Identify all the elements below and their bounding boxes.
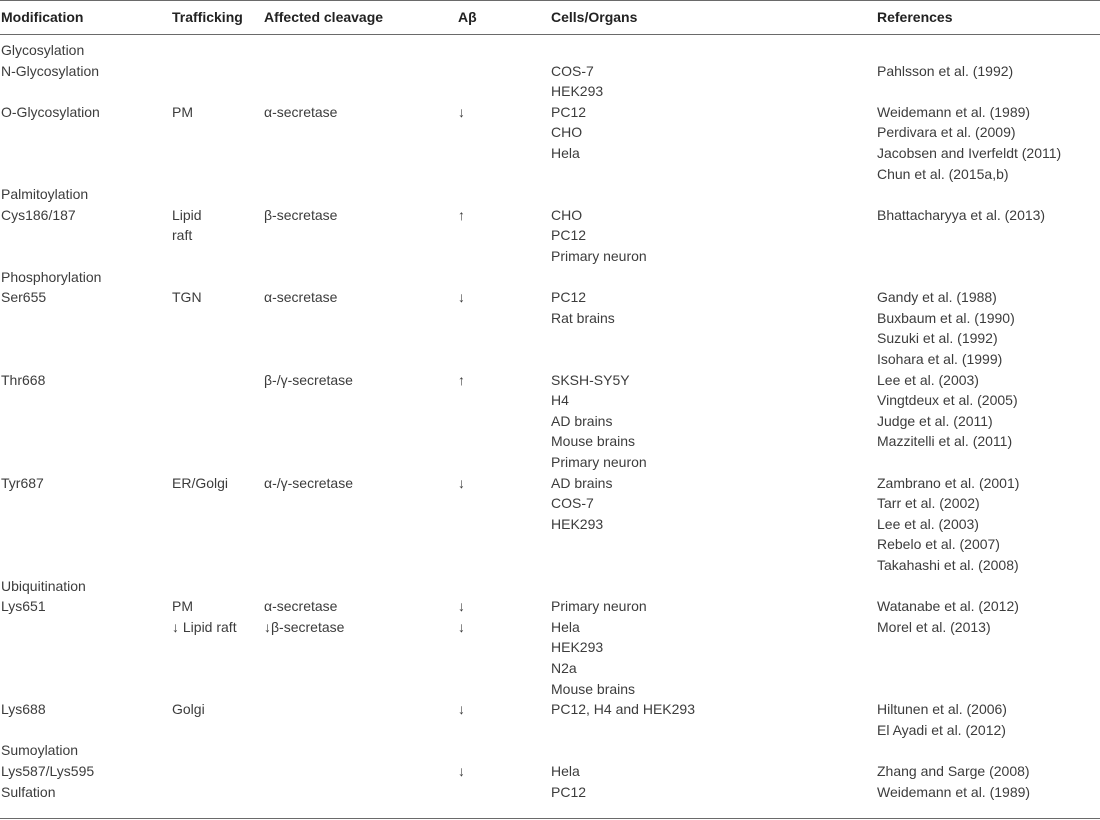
- cell-reference: Jacobsen and Iverfeldt (2011): [877, 145, 1062, 161]
- cell-abeta-arrow: ↑: [458, 206, 465, 223]
- cell-modification: Thr668: [1, 371, 46, 388]
- cell-modification: Phosphorylation: [1, 268, 102, 285]
- cell-cells-organs: AD brains: [551, 474, 613, 491]
- cell-cells-organs: Mouse brains: [551, 680, 636, 697]
- cell-reference: Tarr et al. (2002): [877, 495, 980, 512]
- cell-cells-organs: PC12, H4 and HEK293: [551, 701, 695, 718]
- cell-reference: Hiltunen et al. (2006): [877, 701, 1007, 718]
- cell-modification: Lys587/Lys595: [1, 763, 95, 779]
- cell-trafficking: Golgi: [172, 701, 205, 718]
- cell-trafficking: TGN: [172, 289, 202, 306]
- header-trafficking: Trafficking: [172, 9, 243, 25]
- cell-affected-cleavage: α-secretase: [264, 598, 338, 615]
- cell-abeta-arrow: ↑: [458, 371, 465, 388]
- cell-reference: Vingtdeux et al. (2005): [877, 392, 1018, 409]
- cell-modification: Sumoylation: [1, 742, 79, 759]
- cell-cells-organs: COS-7: [551, 62, 594, 79]
- cell-cells-organs: H4: [551, 392, 569, 409]
- cell-abeta-arrow: ↓: [458, 289, 465, 306]
- cell-modification: N-Glycosylation: [1, 62, 100, 79]
- cell-affected-cleavage: ↓β-secretase: [264, 618, 345, 635]
- bottom-rule: [0, 818, 1100, 819]
- cell-affected-cleavage: β-secretase: [264, 206, 338, 223]
- cell-reference: Judge et al. (2011): [877, 412, 993, 429]
- cell-trafficking: ER/Golgi: [172, 474, 229, 491]
- cell-abeta-arrow: ↓: [458, 103, 465, 120]
- cell-cells-organs: Primary neuron: [551, 598, 647, 615]
- cell-cells-organs: CHO: [551, 206, 583, 223]
- cell-cells-organs: PC12: [551, 289, 587, 306]
- cell-modification: Ubiquitination: [1, 577, 86, 594]
- cell-modification: O-Glycosylation: [1, 103, 100, 120]
- cell-cells-organs: Rat brains: [551, 309, 615, 326]
- cell-abeta-arrow: ↓: [458, 763, 465, 779]
- cell-cells-organs: Hela: [551, 145, 580, 161]
- cell-cells-organs: AD brains: [551, 412, 613, 429]
- cell-abeta-arrow: ↓: [458, 701, 465, 718]
- cell-reference: El Ayadi et al. (2012): [877, 721, 1006, 738]
- cell-cells-organs: Primary neuron: [551, 248, 647, 264]
- cell-modification: Glycosylation: [1, 42, 85, 58]
- header-cells-organs: Cells/Organs: [551, 9, 638, 25]
- cell-reference: Lee et al. (2003): [877, 371, 979, 388]
- cell-abeta-arrow: ↓: [458, 474, 465, 491]
- cell-modification: Tyr687: [1, 474, 44, 491]
- cell-affected-cleavage: α-secretase: [264, 103, 338, 120]
- cell-modification: Ser655: [1, 289, 47, 306]
- cell-cells-organs: Hela: [551, 618, 580, 635]
- cell-abeta-arrow: ↓: [458, 598, 465, 615]
- cell-modification: Sulfation: [1, 783, 56, 800]
- cell-cells-organs: PC12: [551, 783, 587, 800]
- header-affected-cleavage: Affected cleavage: [264, 9, 384, 25]
- cell-affected-cleavage: α-secretase: [264, 289, 338, 306]
- cell-reference: Pahlsson et al. (1992): [877, 62, 1014, 79]
- top-rule: [0, 0, 1100, 1]
- cell-modification: Cys186/187: [1, 206, 76, 223]
- cell-cells-organs: COS-7: [551, 495, 594, 512]
- cell-reference: Morel et al. (2013): [877, 618, 991, 635]
- cell-cells-organs: SKSH-SY5Y: [551, 371, 630, 388]
- cell-reference: Perdivara et al. (2009): [877, 124, 1016, 141]
- cell-modification: Lys651: [1, 598, 46, 615]
- cell-cells-organs: CHO: [551, 124, 583, 141]
- cell-reference: Weidemann et al. (1989): [877, 783, 1031, 800]
- cell-modification: Palmitoylation: [1, 186, 89, 203]
- cell-trafficking: raft: [172, 227, 193, 244]
- cell-reference: Chun et al. (2015a,b): [877, 165, 1009, 182]
- cell-cells-organs: Hela: [551, 763, 580, 779]
- cell-cells-organs: Mouse brains: [551, 433, 636, 450]
- header-abeta: Aβ: [458, 9, 477, 25]
- cell-cells-organs: PC12: [551, 227, 587, 244]
- cell-reference: Takahashi et al. (2008): [877, 557, 1019, 573]
- cell-reference: Bhattacharyya et al. (2013): [877, 206, 1046, 223]
- cell-cells-organs: HEK293: [551, 639, 604, 656]
- cell-reference: Gandy et al. (1988): [877, 289, 997, 306]
- cell-trafficking: Lipid: [172, 206, 202, 223]
- cell-reference: Zambrano et al. (2001): [877, 474, 1020, 491]
- cell-modification: Lys688: [1, 701, 46, 718]
- header-references: References: [877, 9, 953, 25]
- cell-reference: Watanabe et al. (2012): [877, 598, 1019, 615]
- cell-cells-organs: HEK293: [551, 515, 604, 532]
- header-rule: [0, 34, 1100, 35]
- cell-cells-organs: PC12: [551, 103, 587, 120]
- cell-reference: Mazzitelli et al. (2011): [877, 433, 1013, 450]
- cell-trafficking: ↓ Lipid raft: [172, 618, 237, 635]
- cell-trafficking: PM: [172, 103, 193, 120]
- cell-reference: Suzuki et al. (1992): [877, 330, 998, 347]
- cell-reference: Lee et al. (2003): [877, 515, 979, 532]
- cell-affected-cleavage: α-/γ-secretase: [264, 474, 354, 491]
- cell-reference: Buxbaum et al. (1990): [877, 309, 1015, 326]
- cell-reference: Rebelo et al. (2007): [877, 536, 1000, 553]
- cell-cells-organs: HEK293: [551, 83, 604, 100]
- cell-affected-cleavage: β-/γ-secretase: [264, 371, 353, 388]
- header-modification: Modification: [1, 9, 84, 25]
- cell-reference: Weidemann et al. (1989): [877, 103, 1031, 120]
- cell-cells-organs: N2a: [551, 660, 577, 676]
- cell-cells-organs: Primary neuron: [551, 454, 647, 470]
- cell-reference: Isohara et al. (1999): [877, 351, 1003, 367]
- cell-abeta-arrow: ↓: [458, 618, 465, 635]
- cell-reference: Zhang and Sarge (2008): [877, 763, 1030, 779]
- cell-trafficking: PM: [172, 598, 193, 615]
